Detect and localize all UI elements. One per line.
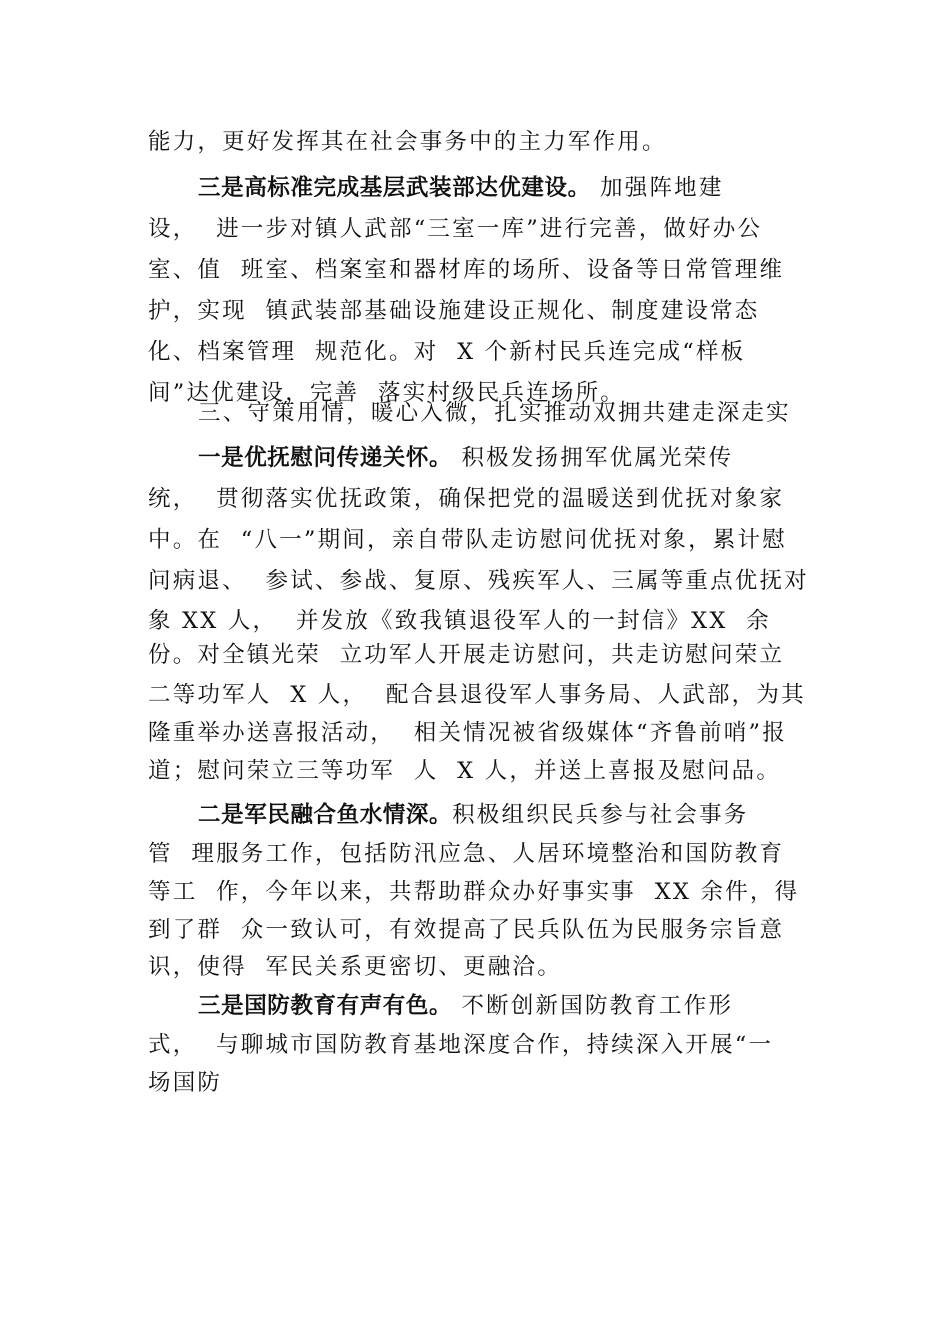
paragraph-4-line: 场国防: [148, 1070, 223, 1096]
paragraph-3-heading: 二是军民融合鱼水情深。: [198, 802, 453, 828]
paragraph-3-text: 积极组织民兵参与社会事务: [452, 802, 749, 828]
paragraph-1-line: 化、档案管理 规范化。对 X 个新村民兵连完成“样板: [148, 339, 746, 365]
paragraph-2-line: 二等功军人 X 人， 配合县退役军人事务局、人武部，为其: [148, 682, 806, 708]
paragraph-2-line: 象 XX 人， 并发放《致我镇退役军人的一封信》XX 余: [148, 608, 771, 634]
paragraph-3-first-line: [198, 795, 816, 835]
paragraph-1-line: 室、值 班室、档案室和器材库的场所、设备等日常管理维: [148, 257, 785, 283]
paragraph-3-line: 到了群 众一致认可，有效提高了民兵队伍为民服务宗旨意: [148, 917, 785, 943]
paragraph-3-line: 识，使得 军民关系更密切、更融洽。: [148, 954, 562, 980]
paragraph-4-line: 式， 与聊城市国防教育基地深度合作，持续深入开展“一: [148, 1032, 774, 1058]
paragraph-1-first-line: [198, 168, 816, 208]
paragraph-2-line: 道；慰问荣立三等功军 人 X 人，并送上喜报及慰问品。: [148, 758, 782, 784]
paragraph-1-line: 护，实现 镇武装部基础设施建设正规化、制度建设常态: [148, 298, 760, 324]
paragraph-1-line: 间”达优建设，完善 落实村级民兵连场所。: [148, 380, 626, 406]
paragraph-2-first-line: [198, 438, 816, 478]
continuation-line: 能力，更好发挥其在社会事务中的主力军作用。: [148, 129, 667, 155]
paragraph-2-line: 份。对全镇光荣 立功军人开展走访慰问，共走访慰问荣立: [148, 642, 785, 668]
paragraph-3-line: 管 理服务工作，包括防汛应急、人居环境整治和国防教育: [148, 841, 785, 867]
paragraph-1-heading: 三是高标准完成基层武装部达优建设。: [198, 175, 591, 201]
section-title: 三、守策用情，暖心入微，扎实推动双拥共建走深走实: [198, 400, 791, 426]
paragraph-1-text: 加强阵地建: [590, 175, 724, 201]
paragraph-4-text: 不断创新国防教育工作形: [452, 993, 734, 1019]
paragraph-3-line: 等工 作，今年以来，共帮助群众办好事实事 XX 余件，得: [148, 879, 800, 905]
paragraph-4-heading: 三是国防教育有声有色。: [198, 993, 453, 1019]
paragraph-2-line: 问病退、 参试、参战、复原、残疾军人、三属等重点优抚对: [148, 568, 809, 594]
paragraph-2-text: 积极发扬拥军优属光荣传: [452, 445, 734, 471]
paragraph-1-line: 设， 进一步对镇人武部“三室一库”进行完善，做好办公: [148, 216, 763, 242]
paragraph-2-line: 中。在 “八一”期间，亲自带队走访慰问优抚对象，累计慰: [148, 527, 787, 553]
paragraph-2-heading: 一是优抚慰问传递关怀。: [198, 445, 453, 471]
paragraph-4-first-line: [198, 986, 816, 1026]
paragraph-2-line: 统， 贯彻落实优抚政策，确保把党的温暖送到优抚对象家: [148, 486, 785, 512]
paragraph-2-line: 隆重举办送喜报活动， 相关情况被省级媒体“齐鲁前哨”报: [148, 720, 787, 746]
